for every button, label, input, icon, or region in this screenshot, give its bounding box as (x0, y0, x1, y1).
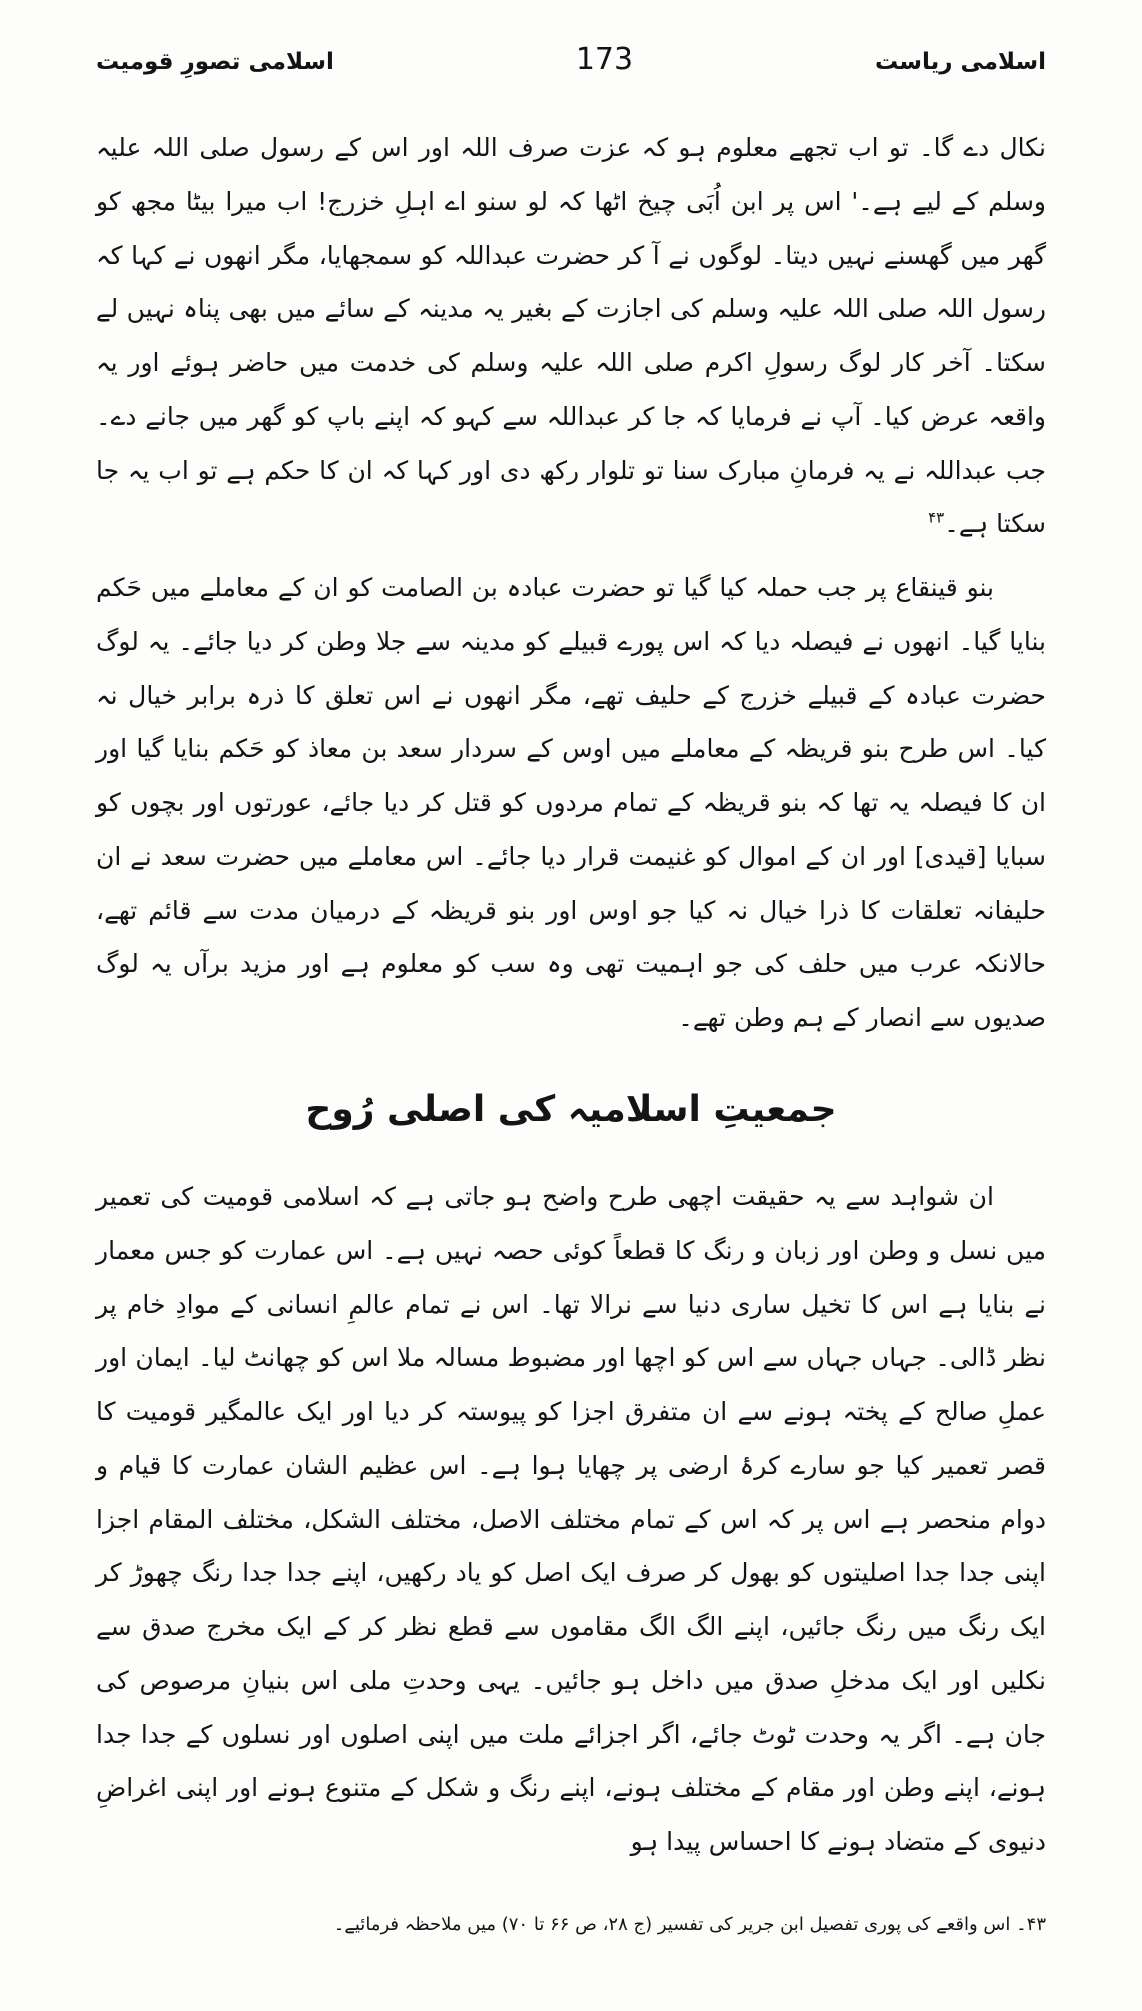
running-head-left: اسلامی تصورِ قومیت (96, 49, 334, 75)
paragraph-continuation (96, 121, 1046, 551)
paragraph-3: ان شواہد سے یہ حقیقت اچھی طرح واضح ہو جاتی ہے کہ اسلامی قومیت کی تعمیر میں نسل و وطن اور زبان و رنگ کا قطعاً کوئی حصہ نہیں ہے۔ اس عمارت کو جس معمار نے بنایا ہے اس کا تخیل ساری دنیا سے نرالا تھا۔ اس نے تمام عالمِ انسانی کے موادِ خام پر نظر ڈالی۔ جہاں جہاں سے اس کو اچھا اور مضبوط مسالہ ملا اس کو چھانٹ لیا۔ ایمان اور عملِ صالح کے پختہ ہونے سے ان متفرق اجزا کو پیوستہ کر دیا اور ایک عالمگیر قومیت کا قصر تعمیر کیا جو سارے کرۂ ارضی پر چھایا ہوا ہے۔ اس عظیم الشان عمارت کا قیام و دوام منحصر ہے اس پر کہ اس کے تمام مختلف الاصل، مختلف الشکل، مختلف المقام اجزا اپنی جدا جدا اصلیتوں کو بھول کر صرف ایک اصل کو یاد رکھیں، اپنے جدا جدا رنگ چھوڑ کر ایک رنگ میں رنگ جائیں، اپنے الگ الگ مقاموں سے قطع نظر کر کے ایک مخرج صدق سے نکلیں اور ایک مدخلِ صدق میں داخل ہو جائیں۔ یہی وحدتِ ملی اس بنیانِ مرصوص کی جان ہے۔ اگر یہ وحدت ٹوٹ جائے، اگر اجزائے ملت میں اپنی اصلوں اور نسلوں کے جدا جدا ہونے، اپنے وطن اور مقام کے مختلف ہونے، اپنے رنگ و شکل کے متنوع ہونے اور اپنی اغراضِ دنیوی کے متضاد ہونے کا احساس پیدا ہو (96, 1182, 1046, 1857)
section-heading: جمعیتِ اسلامیہ کی اصلی رُوح (305, 1088, 837, 1130)
footnote-area (96, 1879, 1046, 1941)
paragraph-1-text: نکال دے گا۔ تو اب تجھے معلوم ہو کہ عزت صرف اللہ اور اس کے رسول صلی اللہ علیہ وسلم کے لیے ہے۔' اس پر ابن اُبَی چیخ اٹھا کہ لو سنو اے اہلِ خزرج! اب میرا بیٹا مجھ کو گھر میں گھسنے نہیں دیتا۔ لوگوں نے آ کر حضرت عبداللہ کو سمجھایا، مگر انھوں نے کہا کہ رسول اللہ صلی اللہ علیہ وسلم کی اجازت کے بغیر یہ مدینہ کے سائے میں بھی پناہ نہیں لے سکتا۔ آخر کار لوگ رسولِ اکرم صلی اللہ علیہ وسلم کی خدمت میں حاضر ہوئے اور یہ واقعہ عرض کیا۔ آپ نے فرمایا کہ جا کر عبداللہ سے کہو کہ اپنے باپ کو گھر میں جانے دے۔ جب عبداللہ نے یہ فرمانِ مبارک سنا تو تلوار رکھ دی اور کہا کہ ان کا حکم ہے تو اب یہ جا سکتا ہے۔ (96, 133, 1046, 539)
footnote-reference-marker: ۴۳ (928, 508, 945, 527)
page-body (96, 121, 1046, 1879)
page-number: 173 (575, 42, 634, 77)
page-header (96, 42, 1046, 77)
running-head-right: اسلامی ریاست (875, 49, 1046, 75)
footnote-text: ۴۳۔ اس واقعے کی پوری تفصیل ابن جریر کی تفسیر (ج ۲۸، ص ۶۶ تا ۷۰) میں ملاحظہ فرمائیے۔ (333, 1913, 1046, 1935)
paragraph-2: بنو قینقاع پر جب حملہ کیا گیا تو حضرت عبادہ بن الصامت کو ان کے معاملے میں حَکم بنایا گیا۔ انھوں نے فیصلہ دیا کہ اس پورے قبیلے کو مدینہ سے جلا وطن کر دیا جائے۔ یہ لوگ حضرت عبادہ کے قبیلے خزرج کے حلیف تھے، مگر انھوں نے اس تعلق کا ذرہ برابر خیال نہ کیا۔ اس طرح بنو قریظہ کے معاملے میں اوس کے سردار سعد بن معاذ کو حَکم بنایا گیا اور ان کا فیصلہ یہ تھا کہ بنو قریظہ کے تمام مردوں کو قتل کر دیا جائے، عورتوں اور بچوں کو سبایا [قیدی] اور ان کے اموال کو غنیمت قرار دیا جائے۔ اس معاملے میں حضرت سعد نے ان حلیفانہ تعلقات کا ذرا خیال نہ کیا جو اوس اور بنو قریظہ کے درمیان مدت سے قائم تھے، حالانکہ عرب میں حلف کی جو اہمیت تھی وہ سب کو معلوم ہے اور مزید برآں یہ لوگ صدیوں سے انصار کے ہم وطن تھے۔ (96, 573, 1046, 1032)
